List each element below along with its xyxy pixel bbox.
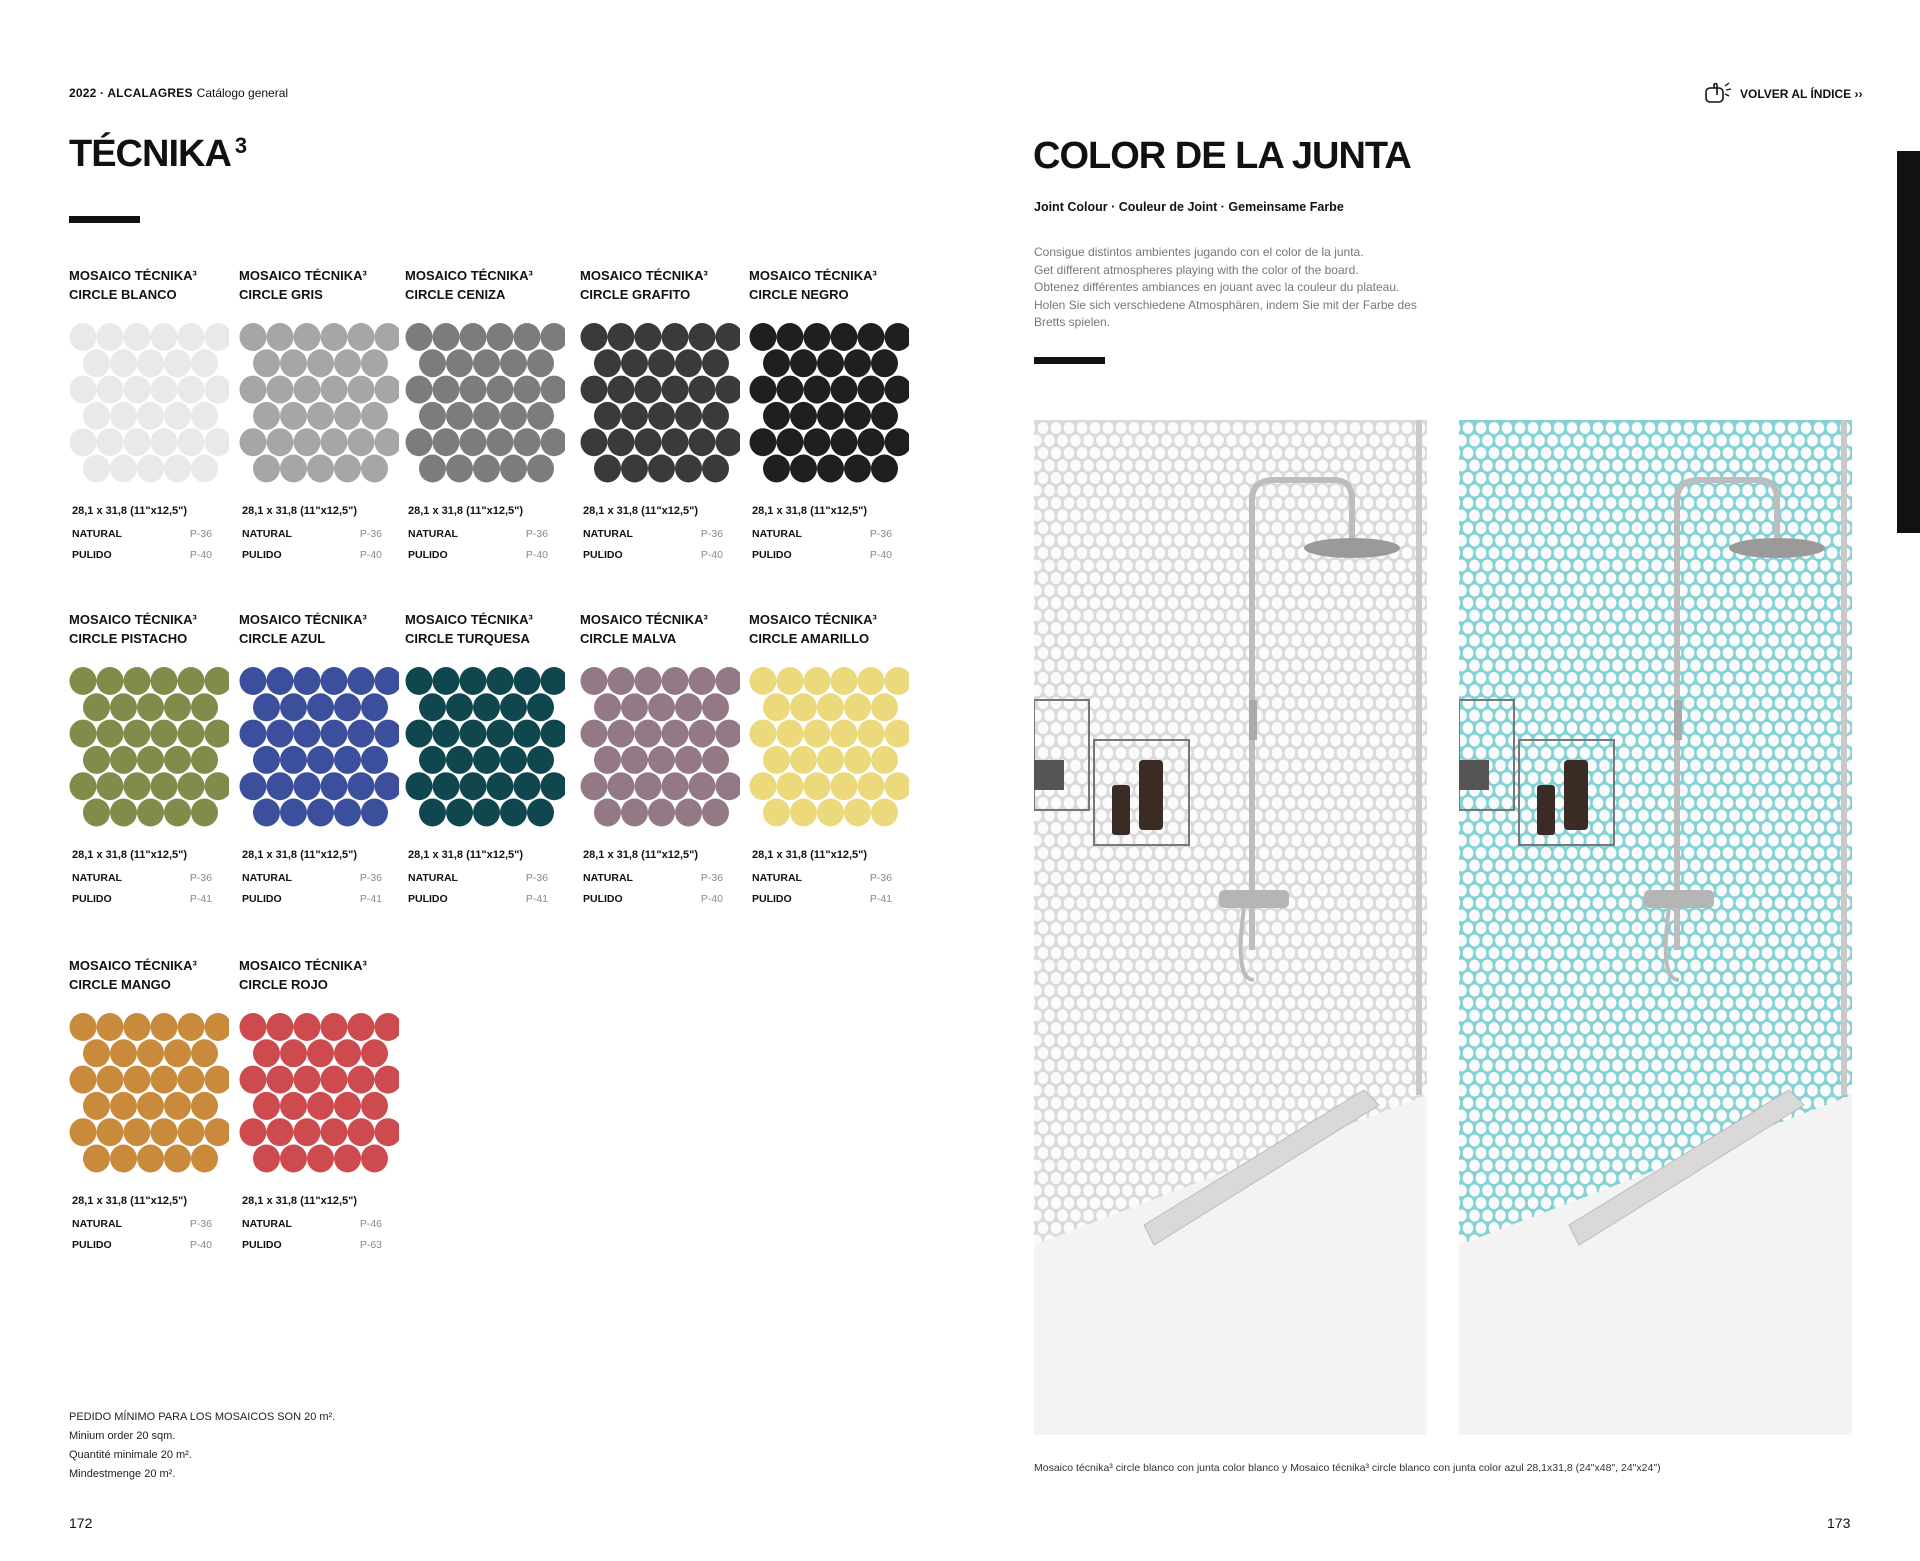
- finish-row: [242, 867, 382, 888]
- product-series: MOSAICO TÉCNIKA³: [405, 268, 533, 283]
- price-code: P-40: [359, 548, 382, 561]
- shower-photo-blue-joint: [1459, 420, 1852, 1435]
- finish-row: [72, 867, 212, 888]
- product-specs: [749, 505, 892, 565]
- finish-row: [583, 544, 723, 565]
- price-code: P-40: [700, 548, 723, 561]
- price-code: P-36: [869, 871, 892, 884]
- finish-row: [242, 1213, 382, 1234]
- page-title: TÉCNIKA $^3$: [69, 133, 247, 175]
- mosaic-swatch: [69, 323, 229, 483]
- finish-label: NATURAL: [583, 871, 633, 884]
- price-code: P-36: [359, 527, 382, 540]
- finish-label: NATURAL: [583, 527, 633, 540]
- product-series: MOSAICO TÉCNIKA³: [749, 612, 877, 627]
- product-series: MOSAICO TÉCNIKA³: [580, 612, 708, 627]
- price-code: P-40: [525, 548, 548, 561]
- intro-line: Get different atmospheres playing with the color of the board.: [1034, 262, 1359, 277]
- finish-row: [72, 523, 212, 544]
- back-to-index-link[interactable]: [1704, 82, 1862, 106]
- finish-label: PULIDO: [242, 892, 282, 905]
- finish-label: NATURAL: [242, 527, 292, 540]
- mosaic-swatch: [749, 667, 909, 827]
- section-rule: [1034, 357, 1105, 364]
- product-size: 28,1 x 31,8 (11"x12,5"): [408, 849, 524, 861]
- finish-label: PULIDO: [72, 548, 112, 561]
- intro-line: Bretts spielen.: [1034, 315, 1111, 329]
- finish-label: NATURAL: [752, 527, 802, 540]
- product-size: 28,1 x 31,8 (11"x12,5"): [72, 1195, 188, 1207]
- product-color-name: CIRCLE AZUL: [239, 631, 326, 646]
- product-specs: [405, 849, 548, 909]
- price-code: P-36: [525, 871, 548, 884]
- product-series: MOSAICO TÉCNIKA³: [69, 958, 197, 973]
- shower-photo-white-joint: [1034, 420, 1427, 1435]
- price-code: P-41: [869, 892, 892, 905]
- price-code: P-40: [869, 548, 892, 561]
- finish-label: PULIDO: [752, 892, 792, 905]
- section-tab: [1897, 151, 1920, 533]
- product-size: 28,1 x 31,8 (11"x12,5"): [583, 849, 699, 861]
- mosaic-swatch: [405, 323, 565, 483]
- mosaic-swatch: [580, 667, 740, 827]
- photo-caption: Mosaico técnika³ circle blanco con junta color blanco y Mosaico técnika³ circle blanco con junta color azul 28,1x31,8 (24"x48", 24"x24"): [1034, 1462, 1661, 1474]
- product-series: MOSAICO TÉCNIKA³: [239, 958, 367, 973]
- mosaic-swatch: [405, 667, 565, 827]
- finish-row: [72, 888, 212, 909]
- product-color-name: CIRCLE GRAFITO: [580, 287, 691, 302]
- mosaic-swatch: [69, 1013, 229, 1173]
- product-series: MOSAICO TÉCNIKA³: [580, 268, 708, 283]
- product-specs: [239, 849, 382, 909]
- product-name: [580, 266, 740, 304]
- product-series: MOSAICO TÉCNIKA³: [749, 268, 877, 283]
- product-size: 28,1 x 31,8 (11"x12,5"): [72, 505, 188, 517]
- finish-label: PULIDO: [752, 548, 792, 561]
- product-name: [239, 956, 399, 994]
- minimum-order-note: [69, 1408, 335, 1484]
- price-code: P-40: [189, 1238, 212, 1251]
- finish-label: NATURAL: [242, 1217, 292, 1230]
- finish-label: PULIDO: [408, 892, 448, 905]
- price-code: P-40: [189, 548, 212, 561]
- intro-line: Holen Sie sich verschiedene Atmosphären, indem Sie mit der Farbe des: [1034, 297, 1417, 312]
- product-specs: [749, 849, 892, 909]
- mosaic-swatch: [69, 667, 229, 827]
- finish-label: NATURAL: [408, 871, 458, 884]
- product-size: 28,1 x 31,8 (11"x12,5"): [242, 505, 358, 517]
- mosaic-swatch: [749, 323, 909, 483]
- product-series: MOSAICO TÉCNIKA³: [69, 268, 197, 283]
- price-code: P-36: [189, 1217, 212, 1230]
- product-size: 28,1 x 31,8 (11"x12,5"): [752, 849, 868, 861]
- mosaic-swatch: [239, 1013, 399, 1173]
- catalog-label: Catálogo general: [196, 86, 289, 100]
- product-specs: [69, 1195, 212, 1255]
- finish-row: [242, 888, 382, 909]
- product-size: 28,1 x 31,8 (11"x12,5"): [72, 849, 188, 861]
- product-color-name: CIRCLE PISTACHO: [69, 631, 188, 646]
- product-color-name: CIRCLE AMARILLO: [749, 631, 870, 646]
- product-color-name: CIRCLE NEGRO: [749, 287, 849, 302]
- product-card: [749, 610, 909, 909]
- product-specs: [69, 849, 212, 909]
- price-code: P-36: [189, 527, 212, 540]
- finish-label: PULIDO: [583, 892, 623, 905]
- finish-label: PULIDO: [72, 892, 112, 905]
- price-code: P-63: [359, 1238, 382, 1251]
- product-name: [580, 610, 740, 648]
- intro-text: [1034, 244, 1474, 332]
- product-card: [239, 266, 399, 565]
- finish-label: PULIDO: [72, 1238, 112, 1251]
- finish-row: [408, 888, 548, 909]
- product-name: [69, 956, 229, 994]
- price-code: P-40: [700, 892, 723, 905]
- catalog-header: [69, 86, 288, 100]
- finish-label: NATURAL: [72, 527, 122, 540]
- product-series: MOSAICO TÉCNIKA³: [239, 268, 367, 283]
- finish-label: PULIDO: [242, 548, 282, 561]
- product-specs: [239, 505, 382, 565]
- price-code: P-46: [359, 1217, 382, 1230]
- price-code: P-41: [189, 892, 212, 905]
- price-code: P-36: [189, 871, 212, 884]
- finish-row: [408, 544, 548, 565]
- finish-label: NATURAL: [408, 527, 458, 540]
- product-series: MOSAICO TÉCNIKA³: [405, 612, 533, 627]
- product-name: [749, 266, 909, 304]
- finish-row: [752, 544, 892, 565]
- finish-label: NATURAL: [242, 871, 292, 884]
- finish-label: PULIDO: [583, 548, 623, 561]
- product-card: [405, 266, 565, 565]
- product-name: [239, 266, 399, 304]
- product-size: 28,1 x 31,8 (11"x12,5"): [242, 1195, 358, 1207]
- product-specs: [405, 505, 548, 565]
- intro-line: Obtenez différentes ambiances en jouant avec la couleur du plateau.: [1034, 280, 1400, 294]
- product-color-name: CIRCLE CENIZA: [405, 287, 506, 302]
- product-name: [405, 266, 565, 304]
- product-color-name: CIRCLE BLANCO: [69, 287, 177, 302]
- product-card: [405, 610, 565, 909]
- finish-row: [72, 1234, 212, 1255]
- product-name: [749, 610, 909, 648]
- product-size: 28,1 x 31,8 (11"x12,5"): [752, 505, 868, 517]
- finish-label: PULIDO: [242, 1238, 282, 1251]
- product-card: [580, 610, 740, 909]
- brand-label: 2022 · ALCALAGRES: [69, 86, 193, 100]
- product-card: [580, 266, 740, 565]
- mosaic-swatch: [239, 323, 399, 483]
- back-to-index-label: VOLVER AL ÍNDICE ››: [1740, 87, 1863, 101]
- product-series: MOSAICO TÉCNIKA³: [239, 612, 367, 627]
- price-code: P-36: [525, 527, 548, 540]
- product-name: [69, 266, 229, 304]
- finish-row: [752, 867, 892, 888]
- price-code: P-36: [869, 527, 892, 540]
- product-card: [239, 956, 399, 1255]
- product-card: [69, 956, 229, 1255]
- product-card: [69, 610, 229, 909]
- section-subtitle: Joint Colour · Couleur de Joint · Gemeinsame Farbe: [1034, 200, 1344, 214]
- title-rule: [69, 216, 140, 223]
- product-series: MOSAICO TÉCNIKA³: [69, 612, 197, 627]
- price-code: P-41: [359, 892, 382, 905]
- finish-row: [242, 523, 382, 544]
- finish-row: [408, 523, 548, 544]
- footnote-line: Minium order 20 sqm.: [69, 1430, 176, 1442]
- product-size: 28,1 x 31,8 (11"x12,5"): [408, 505, 524, 517]
- product-color-name: CIRCLE MANGO: [69, 977, 171, 992]
- finish-row: [242, 1234, 382, 1255]
- product-card: [749, 266, 909, 565]
- finish-label: NATURAL: [72, 1217, 122, 1230]
- finish-label: NATURAL: [72, 871, 122, 884]
- product-size: 28,1 x 31,8 (11"x12,5"): [242, 849, 358, 861]
- product-specs: [69, 505, 212, 565]
- finish-row: [72, 544, 212, 565]
- finish-row: [752, 888, 892, 909]
- mosaic-swatch: [239, 667, 399, 827]
- price-code: P-36: [359, 871, 382, 884]
- product-name: [405, 610, 565, 648]
- price-code: P-41: [525, 892, 548, 905]
- page-number-right: 173: [1827, 1515, 1851, 1531]
- product-specs: [580, 849, 723, 909]
- product-color-name: CIRCLE ROJO: [239, 977, 328, 992]
- footnote-line: Quantité minimale 20 m².: [69, 1449, 192, 1461]
- finish-row: [583, 867, 723, 888]
- finish-label: NATURAL: [752, 871, 802, 884]
- finish-label: PULIDO: [408, 548, 448, 561]
- finish-row: [408, 867, 548, 888]
- intro-line: Consigue distintos ambientes jugando con el color de la junta.: [1034, 245, 1364, 259]
- product-specs: [580, 505, 723, 565]
- finish-row: [242, 544, 382, 565]
- finish-row: [72, 1213, 212, 1234]
- product-color-name: CIRCLE GRIS: [239, 287, 323, 302]
- product-name: [239, 610, 399, 648]
- page-number-left: 172: [69, 1515, 93, 1531]
- mosaic-swatch: [580, 323, 740, 483]
- product-color-name: CIRCLE TURQUESA: [405, 631, 530, 646]
- product-size: 28,1 x 31,8 (11"x12,5"): [583, 505, 699, 517]
- footnote-line: Mindestmenge 20 m².: [69, 1468, 176, 1480]
- finish-row: [583, 523, 723, 544]
- product-card: [69, 266, 229, 565]
- footnote-line: PEDIDO MÍNIMO PARA LOS MOSAICOS SON 20 m².: [69, 1411, 336, 1423]
- price-code: P-36: [700, 527, 723, 540]
- product-color-name: CIRCLE MALVA: [580, 631, 677, 646]
- section-title: COLOR DE LA JUNTA: [1033, 135, 1411, 177]
- finish-row: [752, 523, 892, 544]
- product-specs: [239, 1195, 382, 1255]
- hand-pointer-icon: [1704, 82, 1734, 106]
- product-card: [239, 610, 399, 909]
- finish-row: [583, 888, 723, 909]
- product-name: [69, 610, 229, 648]
- price-code: P-36: [700, 871, 723, 884]
